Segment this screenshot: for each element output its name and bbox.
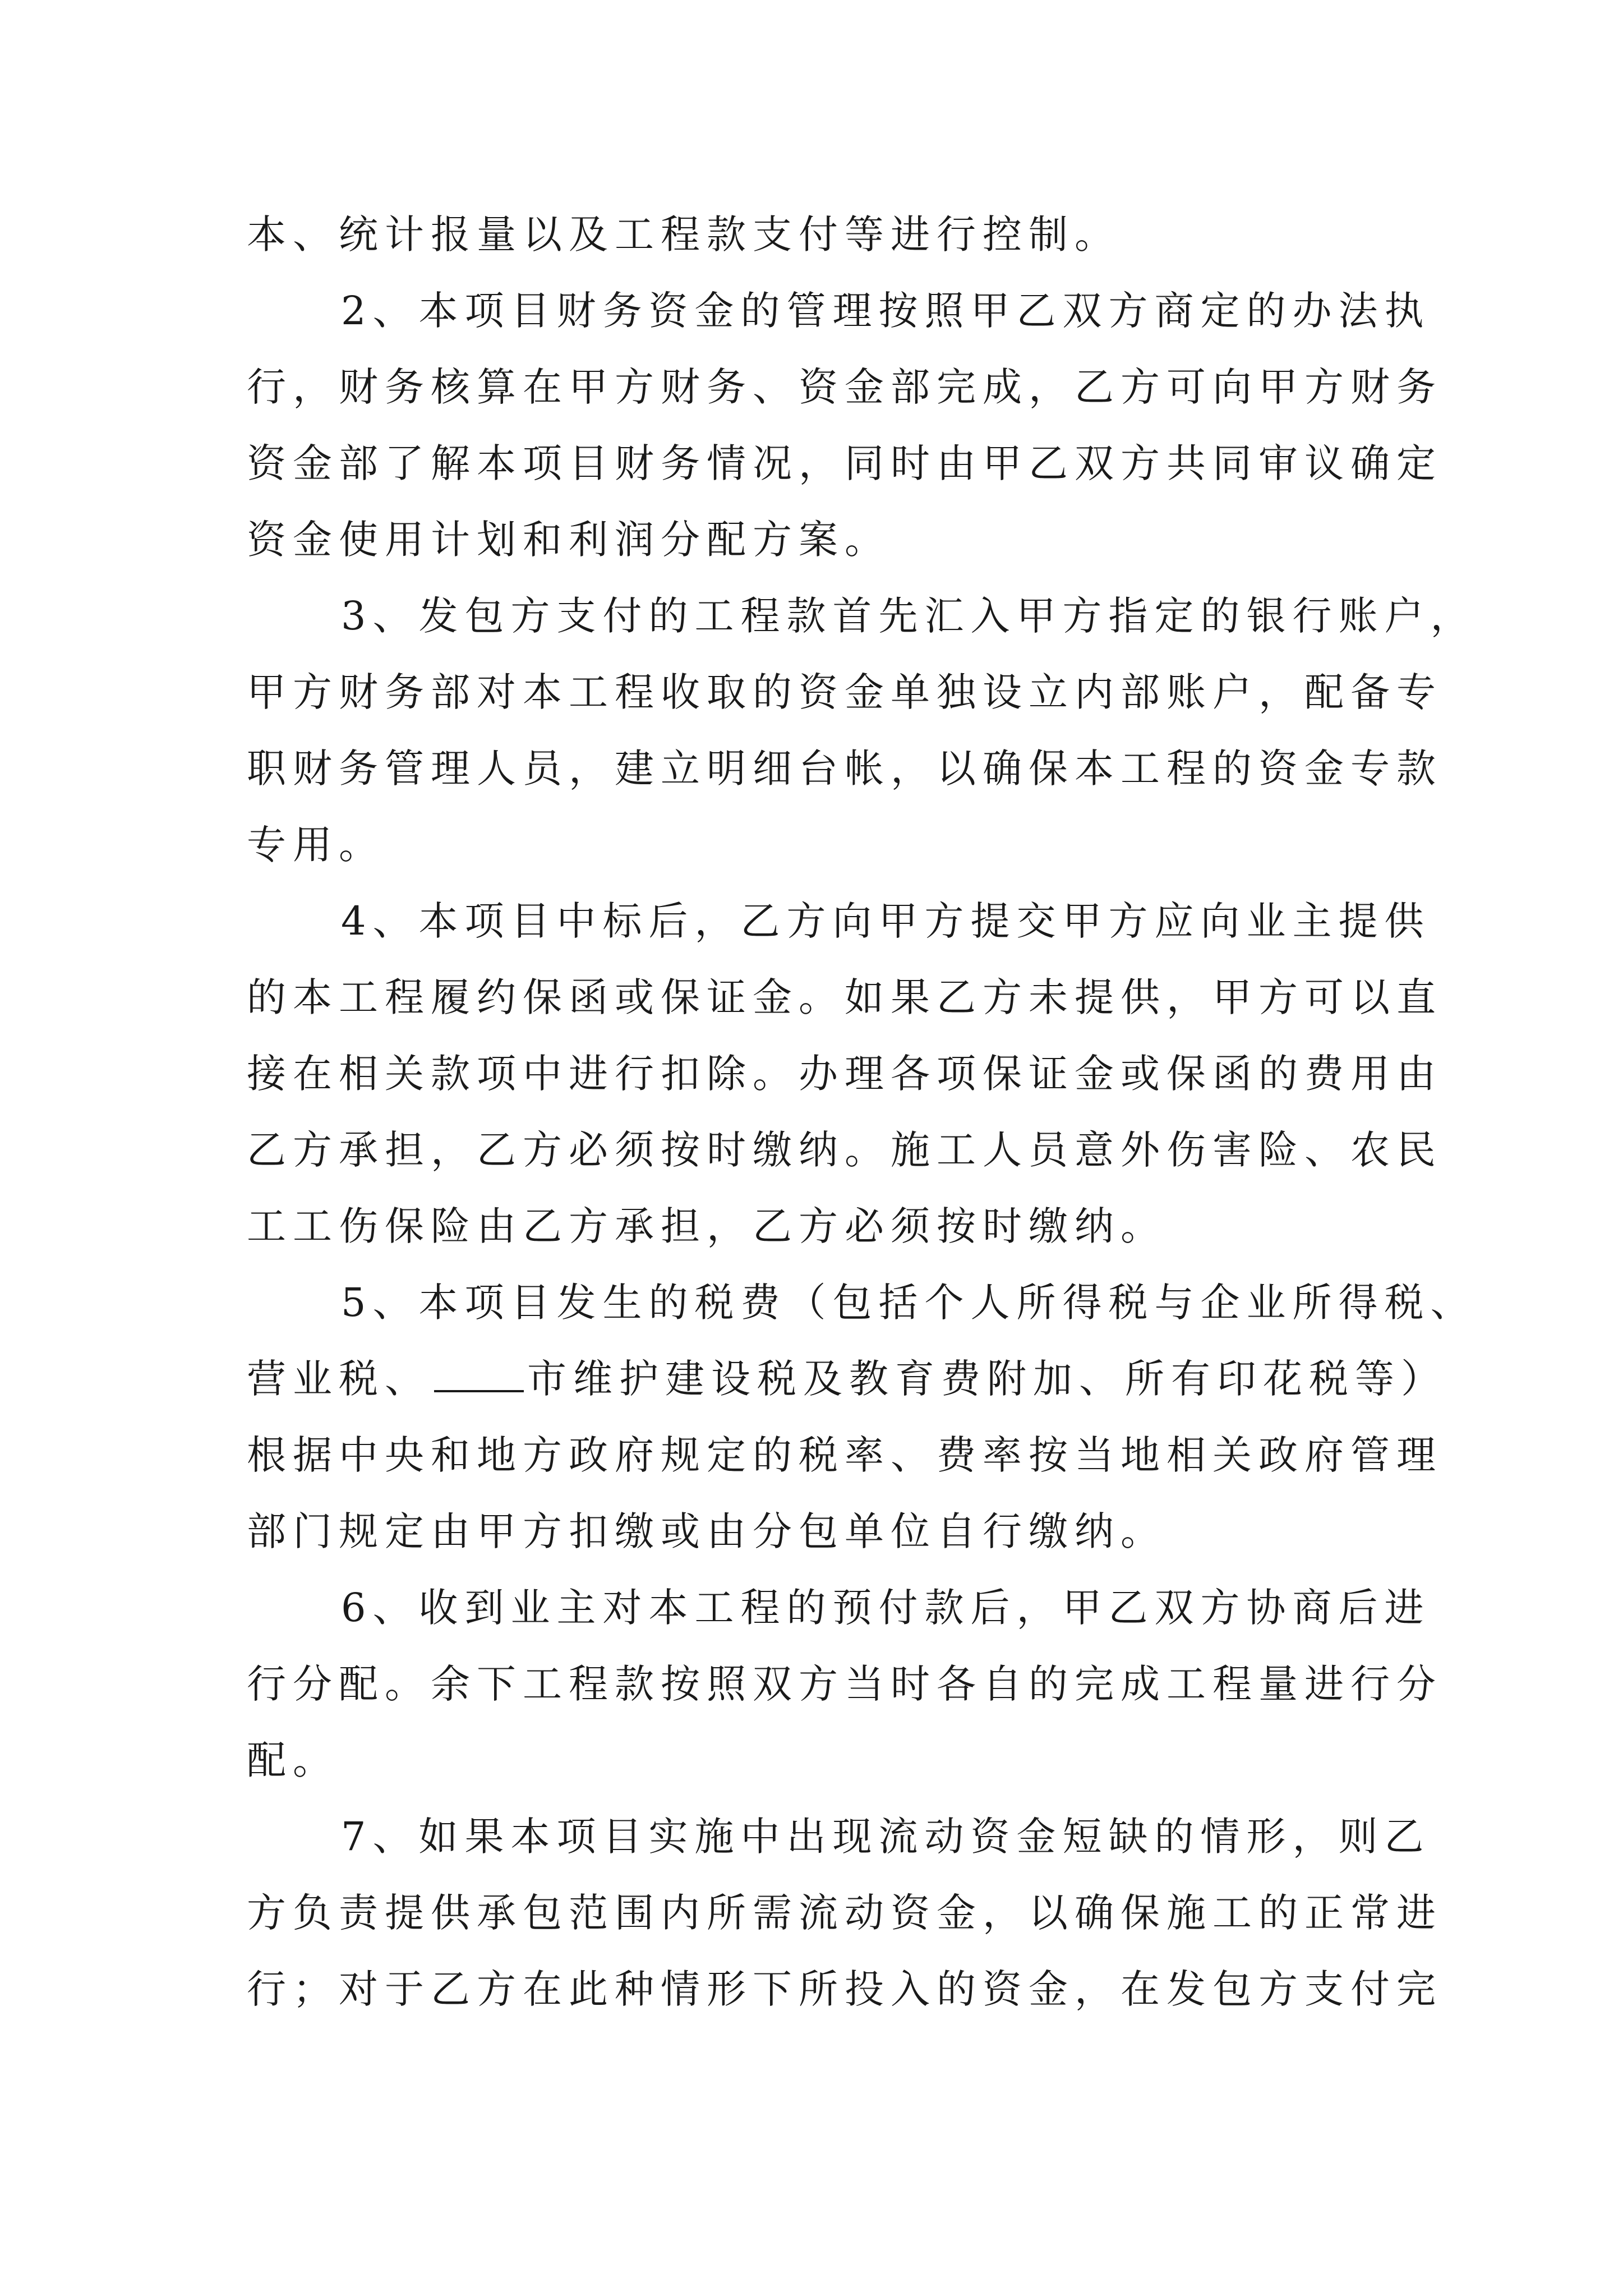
text-line: 方负责提供承包范围内所需流动资金，以确保施工的正常进	[247, 1890, 1442, 1936]
text-line: 接在相关款项中进行扣除。办理各项保证金或保函的费用由	[247, 1051, 1442, 1097]
text-line	[247, 273, 1431, 349]
text-line-content: 2、本项目财务资金的管理按照甲乙双方商定的办法执	[341, 288, 1431, 334]
text-line: 资金部了解本项目财务情况，同时由甲乙双方共同审议确定	[247, 440, 1442, 486]
text-line: 配。	[247, 1737, 339, 1783]
text-line-content: 3、发包方支付的工程款首先汇入甲方指定的银行账户，	[341, 593, 1477, 639]
text-line: 乙方承担，乙方必须按时缴纳。施工人员意外伤害险、农民	[247, 1127, 1442, 1173]
fill-in-blank	[434, 1351, 524, 1392]
text-line	[247, 1570, 1431, 1646]
document-body	[247, 196, 1477, 2027]
text-line: 行；对于乙方在此种情形下所投入的资金，在发包方支付完	[247, 1966, 1442, 2012]
text-line: 根据中央和地方政府规定的税率、费率按当地相关政府管理	[247, 1432, 1442, 1478]
text-line: 行，财务核算在甲方财务、资金部完成，乙方可向甲方财务	[247, 364, 1442, 410]
text-line	[247, 1264, 1477, 1341]
text-line: 部门规定由甲方扣缴或由分包单位自行缴纳。	[247, 1508, 1166, 1554]
text-line: 专用。	[247, 822, 385, 868]
paragraph-item-6	[247, 1570, 1442, 1798]
text-line: 的本工程履约保函或保证金。如果乙方未提供，甲方可以直	[247, 974, 1442, 1020]
paragraph-item-2	[247, 273, 1442, 578]
text-line-content: 6、收到业主对本工程的预付款后，甲乙双方协商后进	[341, 1585, 1431, 1631]
paragraph-item-7	[247, 1798, 1442, 2027]
text-line: 资金使用计划和利润分配方案。	[247, 517, 891, 563]
text-line: 本、统计报量以及工程款支付等进行控制。	[247, 211, 1121, 257]
text-line: 行分配。余下工程款按照双方当时各自的完成工程量进行分	[247, 1661, 1442, 1707]
paragraph-item-4	[247, 883, 1442, 1264]
text-line	[247, 883, 1431, 959]
text-line	[247, 1798, 1431, 1875]
text-line-content: 4、本项目中标后，乙方向甲方提交甲方应向业主提供	[341, 898, 1431, 944]
paragraph-item-3	[247, 578, 1477, 883]
text-line-content: 7、如果本项目实施中出现流动资金短缺的情形，则乙	[341, 1814, 1431, 1860]
text-line-content: 营业税、	[247, 1356, 431, 1402]
text-line	[247, 578, 1477, 654]
text-line: 甲方财务部对本工程收取的资金单独设立内部账户，配备专	[247, 669, 1442, 715]
text-line: 职财务管理人员，建立明细台帐，以确保本工程的资金专款	[247, 746, 1442, 792]
text-line	[247, 1341, 1447, 1417]
paragraph-continuation	[247, 196, 1380, 273]
paragraph-item-5	[247, 1264, 1477, 1570]
text-line-content: 市维护建设税及教育费附加、所有印花税等）	[527, 1356, 1447, 1402]
text-line-content: 5、本项目发生的税费（包括个人所得税与企业所得税、	[341, 1280, 1477, 1326]
text-line: 工工伤保险由乙方承担，乙方必须按时缴纳。	[247, 1203, 1166, 1249]
